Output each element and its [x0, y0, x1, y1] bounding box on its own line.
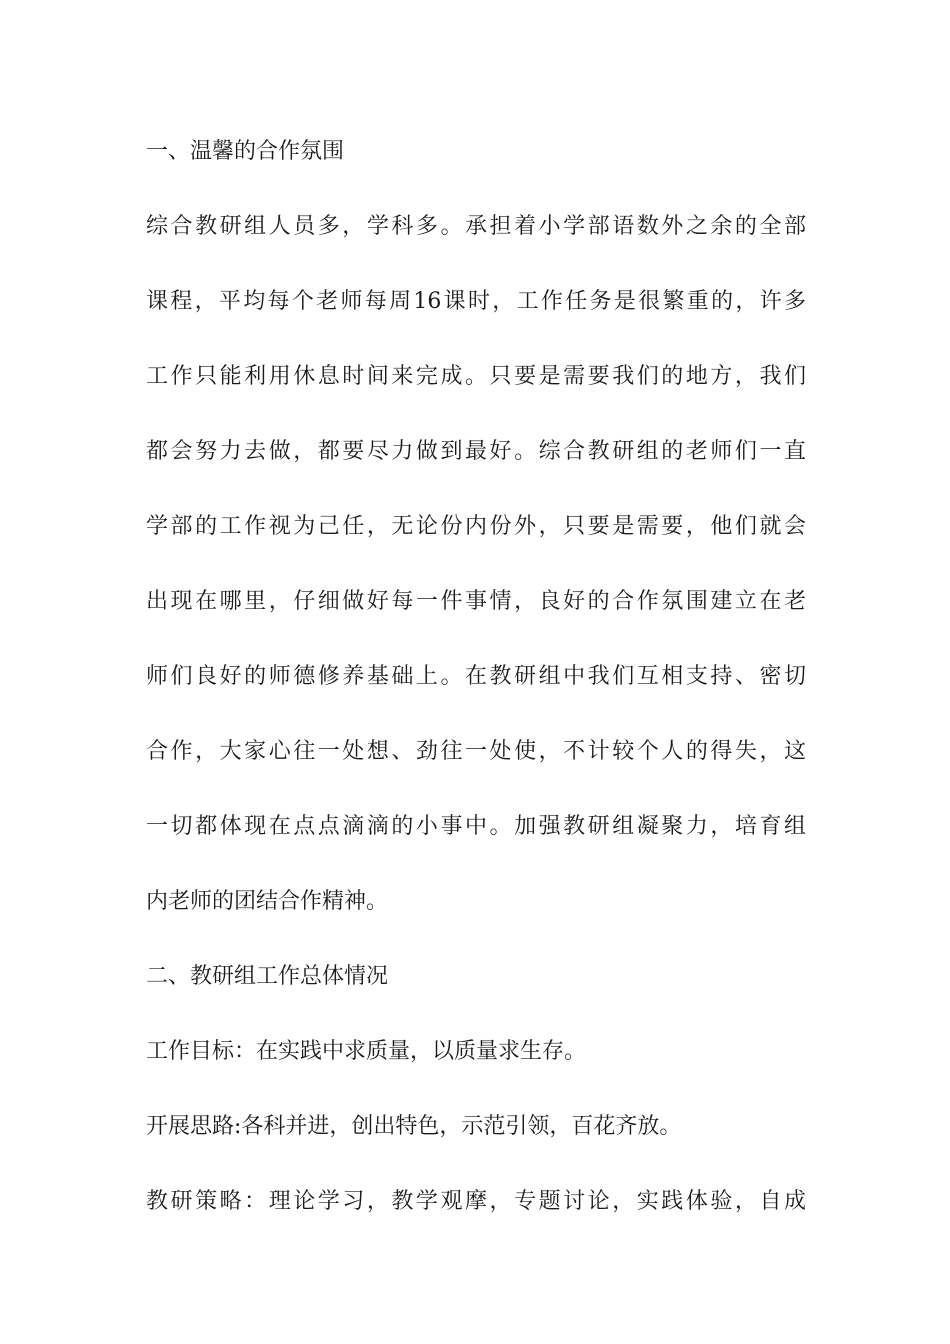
paragraph-line: 一切都体现在点点滴滴的小事中。加强教研组凝聚力，培育组: [146, 814, 806, 839]
paragraph-line: 综合教研组人员多，学科多。承担着小学部语数外之余的全部: [146, 214, 806, 239]
paragraph-line: 合作，大家心往一处想、劲往一处使，不计较个人的得失，这: [146, 739, 806, 764]
paragraph-line-end: 内老师的团结合作精神。: [146, 889, 389, 914]
paragraph-line: 都会努力去做，都要尽力做到最好。综合教研组的老师们一直: [146, 439, 806, 464]
strategy-line: 教研策略：理论学习，教学观摩，专题讨论，实践体验，自成: [146, 1189, 806, 1214]
section-heading-2: 二、教研组工作总体情况: [146, 964, 389, 989]
paragraph-line: 课程，平均每个老师每周16课时，工作任务是很繁重的，许多: [146, 289, 806, 314]
paragraph-line: 出现在哪里，仔细做好每一件事情，良好的合作氛围建立在老: [146, 589, 806, 614]
section-heading-1: 一、温馨的合作氛围: [146, 139, 345, 164]
paragraph-line: 工作只能利用休息时间来完成。只要是需要我们的地方，我们: [146, 364, 806, 389]
approach-line: 开展思路:各科并进，创出特色，示范引领，百花齐放。: [146, 1114, 682, 1139]
work-goal-line: 工作目标：在实践中求质量，以质量求生存。: [146, 1039, 587, 1064]
paragraph-line: 师们良好的师德修养基础上。在教研组中我们互相支持、密切: [146, 664, 806, 689]
paragraph-line: 学部的工作视为己任，无论份内份外，只要是需要，他们就会: [146, 514, 806, 539]
